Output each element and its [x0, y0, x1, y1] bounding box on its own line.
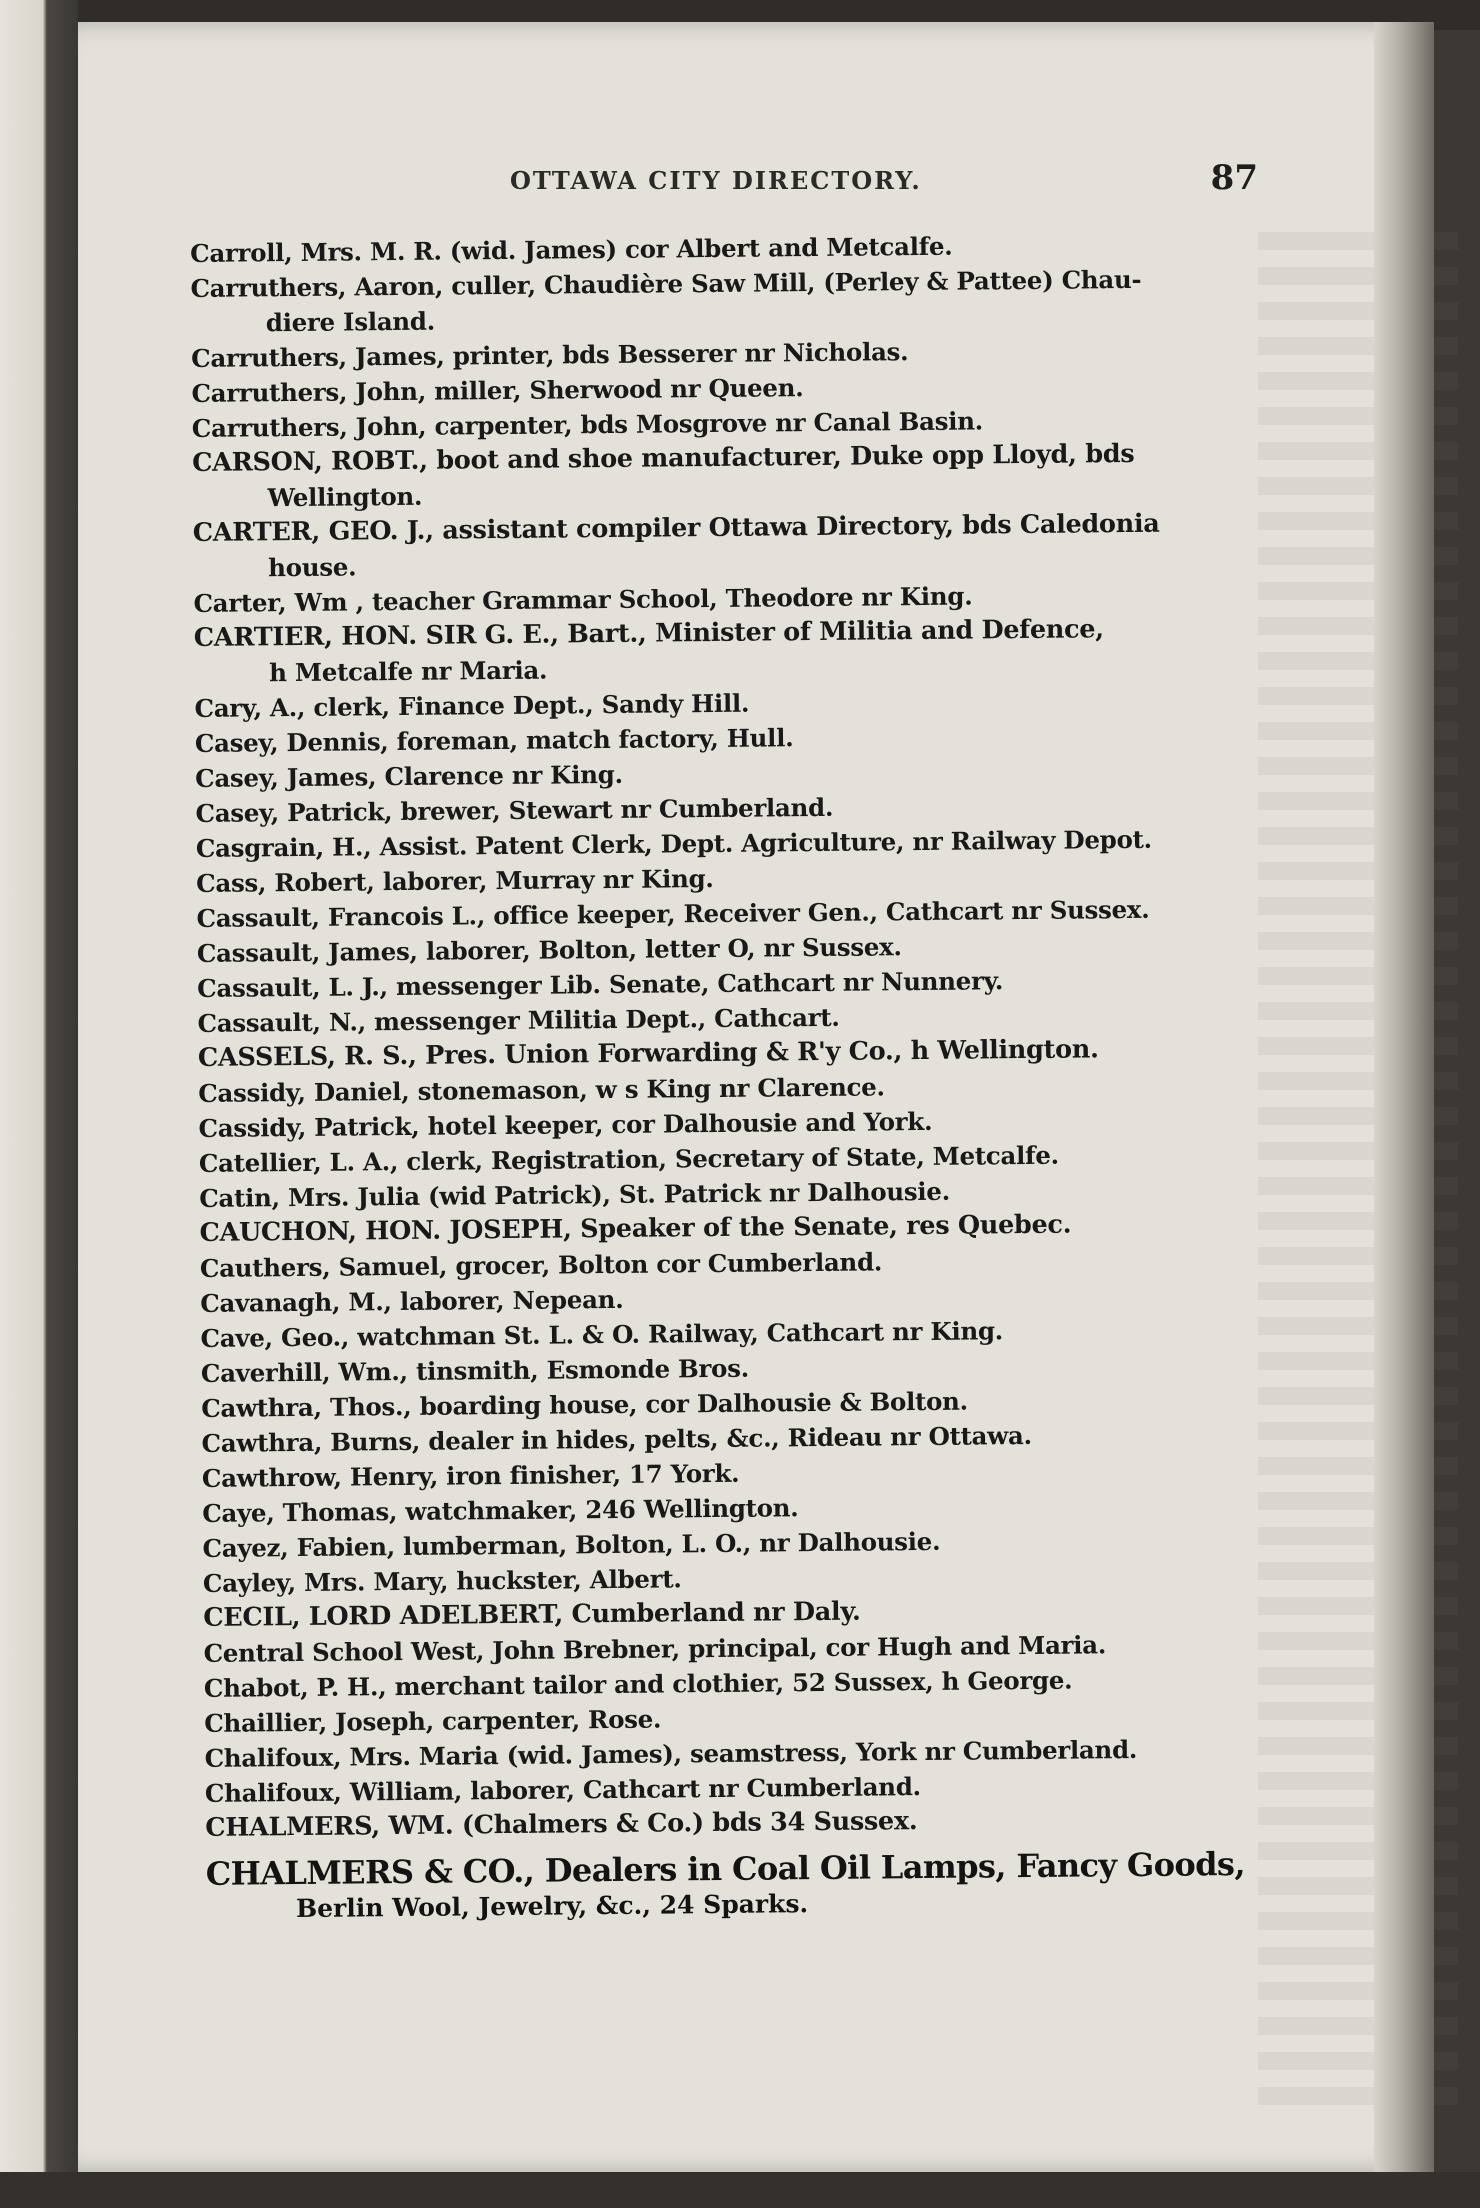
advertisement-line-1: CHALMERS & CO., Dealers in Coal Oil Lamps, Fancy Goods, [205, 1844, 1246, 1893]
directory-entry: Casey, Dennis, foreman, match factory, Hull. [194, 723, 794, 758]
directory-entry: Chalifoux, Mrs. Maria (wid. James), seamstress, York nr Cumberland. [204, 1734, 1138, 1773]
directory-entry: Cave, Geo., watchman St. L. & O. Railway, Cathcart nr King. [200, 1316, 1004, 1353]
directory-entry: Cauthers, Samuel, grocer, Bolton cor Cumberland. [199, 1247, 883, 1283]
directory-entry: Chabot, P. H., merchant tailor and clothier, 52 Sussex, h George. [203, 1665, 1073, 1703]
directory-entry-continuation: diere Island. [265, 306, 436, 338]
directory-entry: Cary, A., clerk, Finance Dept., Sandy Hill. [194, 688, 750, 723]
running-head [100, 158, 1280, 206]
directory-entry: Cawthrow, Henry, iron finisher, 17 York. [201, 1458, 740, 1493]
directory-entry-continuation: house. [268, 552, 357, 583]
directory-entry: Cassault, James, laborer, Bolton, letter O, nr Sussex. [196, 932, 902, 968]
directory-entry: CASSELS, R. S., Pres. Union Forwarding & R'y Co., h Wellington. [197, 1034, 1099, 1073]
directory-entry: CARTER, GEO. J., assistant compiler Ottawa Directory, bds Caledonia [192, 508, 1160, 548]
scan-bottom-border [0, 2172, 1480, 2208]
directory-entry: CHALMERS, WM. (Chalmers & Co.) bds 34 Sussex. [205, 1806, 918, 1843]
directory-entry: Casey, Patrick, brewer, Stewart nr Cumberland. [195, 792, 834, 828]
directory-entry: Cassault, N., messenger Militia Dept., Cathcart. [197, 1002, 840, 1038]
directory-entry: Carruthers, James, printer, bds Besserer nr Nicholas. [191, 337, 909, 373]
advertisement-line-2: Berlin Wool, Jewelry, &c., 24 Sparks. [295, 1889, 809, 1924]
directory-entry: Carruthers, Aaron, culler, Chaudière Saw Mill, (Perley & Pattee) Chau- [190, 264, 1142, 303]
directory-entry: Chaillier, Joseph, carpenter, Rose. [204, 1704, 662, 1738]
directory-entry: Cawthra, Thos., boarding house, cor Dalhousie & Bolton. [201, 1386, 968, 1423]
directory-entry-continuation: h Metcalfe nr Maria. [269, 655, 548, 688]
directory-entry: Carroll, Mrs. M. R. (wid. James) cor Albert and Metcalfe. [190, 231, 953, 268]
directory-entry: Caye, Thomas, watchmaker, 246 Wellington. [202, 1493, 799, 1528]
directory-entry: Chalifoux, William, laborer, Cathcart nr Cumberland. [204, 1772, 921, 1808]
directory-entry: Carruthers, John, miller, Sherwood nr Queen. [191, 373, 804, 408]
directory-entry: CARTIER, HON. SIR G. E., Bart., Minister of Militia and Defence, [193, 614, 1104, 653]
directory-entry: Cawthra, Burns, dealer in hides, pelts, &c., Rideau nr Ottawa. [201, 1420, 1032, 1458]
directory-entry: Cassidy, Patrick, hotel keeper, cor Dalhousie and York. [198, 1106, 933, 1143]
directory-entry: CECIL, LORD ADELBERT, Cumberland nr Daly. [203, 1596, 861, 1633]
directory-entry: Carruthers, John, carpenter, bds Mosgrove nr Canal Basin. [191, 406, 984, 443]
directory-entry: Catin, Mrs. Julia (wid Patrick), St. Patrick nr Dalhousie. [199, 1176, 951, 1213]
directory-entry: Central School West, John Brebner, principal, cor Hugh and Maria. [203, 1630, 1107, 1668]
left-page-edge [0, 0, 78, 2208]
directory-entry: Cassault, L. J., messenger Lib. Senate, Cathcart nr Nunnery. [197, 966, 1004, 1003]
page-number: 87 [1210, 158, 1258, 198]
directory-entry: Cassidy, Daniel, stonemason, w s King nr Clarence. [198, 1072, 885, 1108]
directory-entry: Cavanagh, M., laborer, Nepean. [200, 1284, 624, 1318]
advertisement [206, 1844, 1282, 1926]
directory-entry: Cass, Robert, laborer, Murray nr King. [196, 864, 714, 898]
directory-entry: CARSON, ROBT., boot and shoe manufacturer, Duke opp Lloyd, bds [192, 438, 1135, 478]
directory-entry: Cayez, Fabien, lumberman, Bolton, L. O., nr Dalhousie. [202, 1526, 941, 1563]
directory-entries [190, 226, 1281, 1926]
directory-entry: Caverhill, Wm., tinsmith, Esmonde Bros. [200, 1353, 749, 1388]
directory-entry: CAUCHON, HON. JOSEPH, Speaker of the Senate, res Quebec. [199, 1209, 1072, 1248]
directory-entry: Casgrain, H., Assist. Patent Clerk, Dept. Agriculture, nr Railway Depot. [195, 824, 1152, 863]
book-gutter [1374, 22, 1434, 2172]
directory-entry: Catellier, L. A., clerk, Registration, Secretary of State, Metcalfe. [198, 1140, 1059, 1178]
directory-entry-continuation: Wellington. [267, 481, 423, 513]
directory-entry: Cassault, Francois L., office keeper, Receiver Gen., Cathcart nr Sussex. [196, 894, 1150, 933]
directory-entry: Casey, James, Clarence nr King. [195, 759, 623, 793]
directory-entry: Cayley, Mrs. Mary, huckster, Albert. [202, 1564, 682, 1598]
running-head-title: OTTAWA CITY DIRECTORY. [510, 166, 922, 195]
directory-entry: Carter, Wm , teacher Grammar School, Theodore nr King. [193, 581, 973, 618]
